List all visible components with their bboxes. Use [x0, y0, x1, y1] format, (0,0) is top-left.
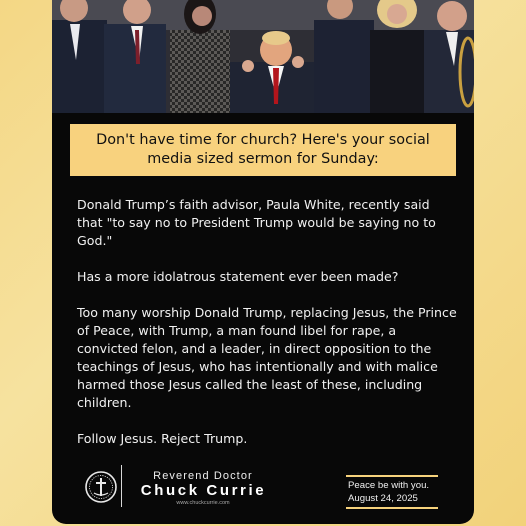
- cross-seal-icon: [84, 466, 118, 508]
- signature-website: www.chuckcurrie.com: [176, 500, 230, 506]
- body-paragraph: Follow Jesus. Reject Trump.: [77, 431, 248, 446]
- closing-blessing: Peace be with you.: [348, 480, 430, 491]
- header-photo: [52, 0, 474, 113]
- body-paragraph: Too many worship Donald Trump, replacing Jesus, the Prince of Peace, with Trump, a man found libel for rape, a convicted felon, and a leader, in direct opposition to the teachings of Jesus, who has intentionally and with malice harmed those Jesus called the least of these, including children.: [77, 305, 457, 410]
- sermon-body: [77, 196, 457, 448]
- body-paragraph: Donald Trump’s faith advisor, Paula White, recently said that "to say no to President Trump would be saying no to God.": [77, 197, 436, 248]
- closing-box: [346, 475, 438, 509]
- signature-divider: [121, 465, 122, 507]
- signature-title: Reverend Doctor: [153, 470, 253, 482]
- headline-banner: [70, 124, 456, 176]
- body-paragraph: Has a more idolatrous statement ever been made?: [77, 269, 399, 284]
- closing-date: August 24, 2025: [348, 493, 418, 504]
- sermon-card: [52, 0, 474, 524]
- signature-name: Chuck Currie: [140, 482, 267, 499]
- headline: Don't have time for church? Here's your social media sized sermon for Sunday:: [96, 132, 430, 167]
